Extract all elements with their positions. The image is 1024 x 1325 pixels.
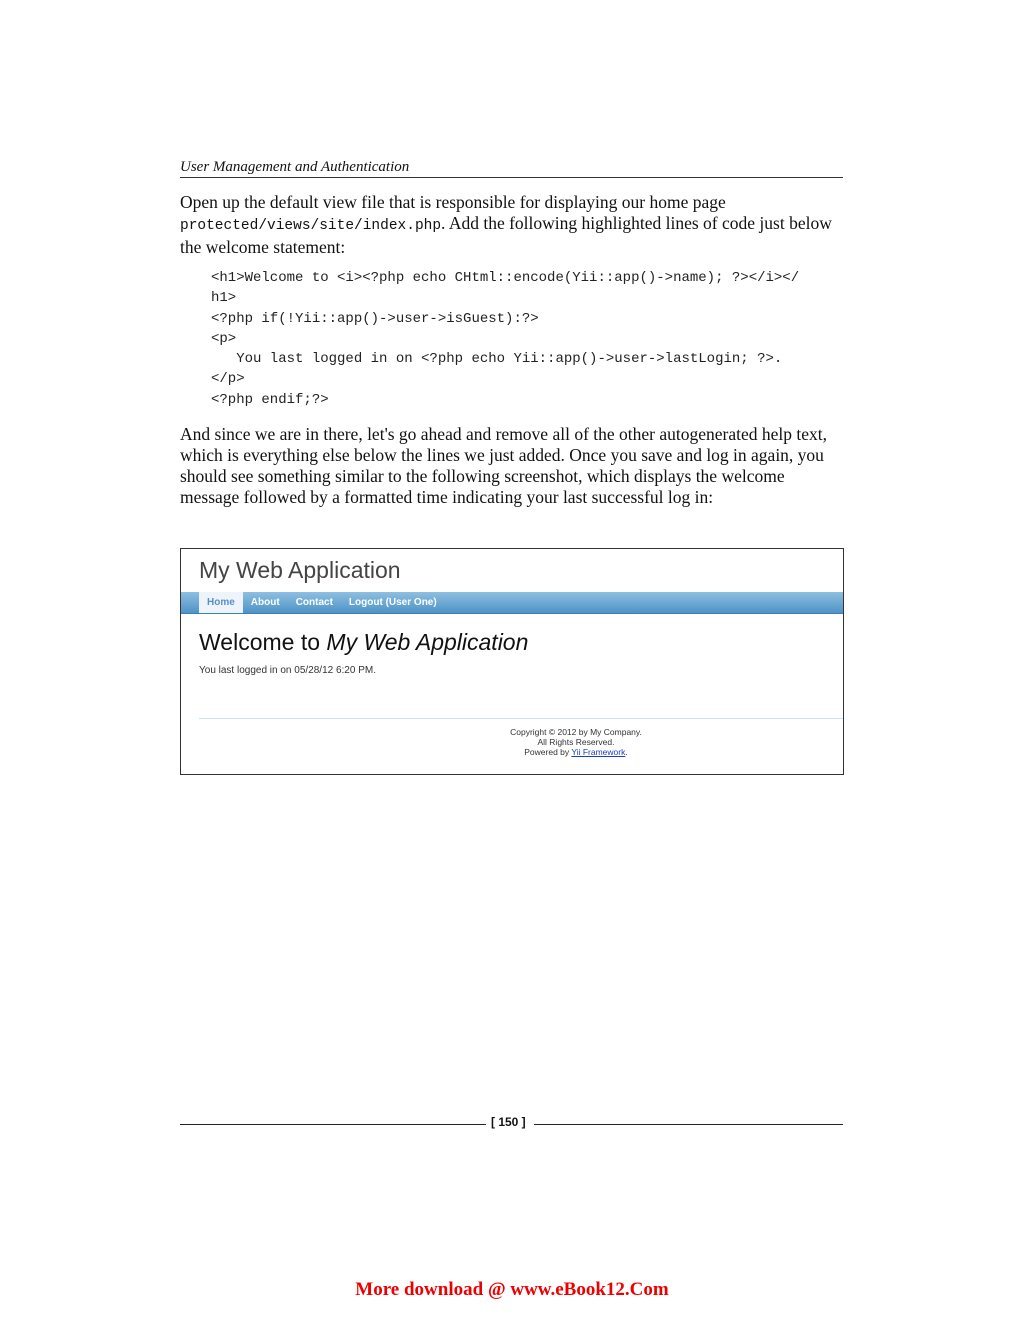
nav-home[interactable]: Home xyxy=(199,592,243,613)
yii-link[interactable]: Yii Framework xyxy=(571,747,626,757)
running-header: User Management and Authentication xyxy=(180,159,843,178)
page-footer xyxy=(180,1115,843,1133)
paragraph-explanation: And since we are in there, let's go ahead and remove all of the other autogenerated help text, which is everything else below the lines we just added. Once you save and log in again, you should see something similar to the following screenshot, which displays the welcome message followed by a formatted time indicating your last successful log in: xyxy=(180,424,827,507)
code-block: <h1>Welcome to <i><?php echo CHtml::encode(Yii::app()->name); ?></i></ h1> <?php if(!Yii::app()->user->isGuest):?> <p> You last logged in on <?php echo Yii::app()->user->lastLogin; ?>. </p> <?php endif;?> xyxy=(211,270,800,408)
app-screenshot xyxy=(180,548,844,775)
page-number: [ 150 ] xyxy=(491,1115,526,1129)
rights: All Rights Reserved. xyxy=(537,737,615,747)
nav-about[interactable]: About xyxy=(250,597,280,608)
app-footer xyxy=(461,727,691,757)
welcome-app-name: My Web Application xyxy=(326,629,529,655)
last-login: You last logged in on 05/28/12 6:20 PM. xyxy=(199,665,376,676)
promo-text: More download @ www.eBook12.Com xyxy=(355,1279,669,1300)
nav-logout[interactable]: Logout (User One) xyxy=(348,597,437,608)
file-path: protected/views/site/index.php xyxy=(180,218,442,234)
footer-rule-left xyxy=(180,1124,486,1125)
welcome-prefix: Welcome to xyxy=(199,629,327,655)
app-title: My Web Application xyxy=(199,557,401,583)
intro-text-2: . Add the following highlighted lines of code just below the welcome statement: xyxy=(180,213,832,257)
copyright: Copyright © 2012 by My Company. xyxy=(510,727,642,737)
period: . xyxy=(625,747,628,757)
footer-rule-right xyxy=(534,1124,843,1125)
paragraph-intro xyxy=(180,192,845,258)
intro-text: Open up the default view file that is responsible for displaying our home page xyxy=(180,192,726,212)
nav-bar xyxy=(181,592,843,614)
nav-contact[interactable]: Contact xyxy=(295,597,333,608)
divider xyxy=(199,718,843,719)
welcome-heading xyxy=(199,629,528,656)
powered-by: Powered by xyxy=(524,747,572,757)
